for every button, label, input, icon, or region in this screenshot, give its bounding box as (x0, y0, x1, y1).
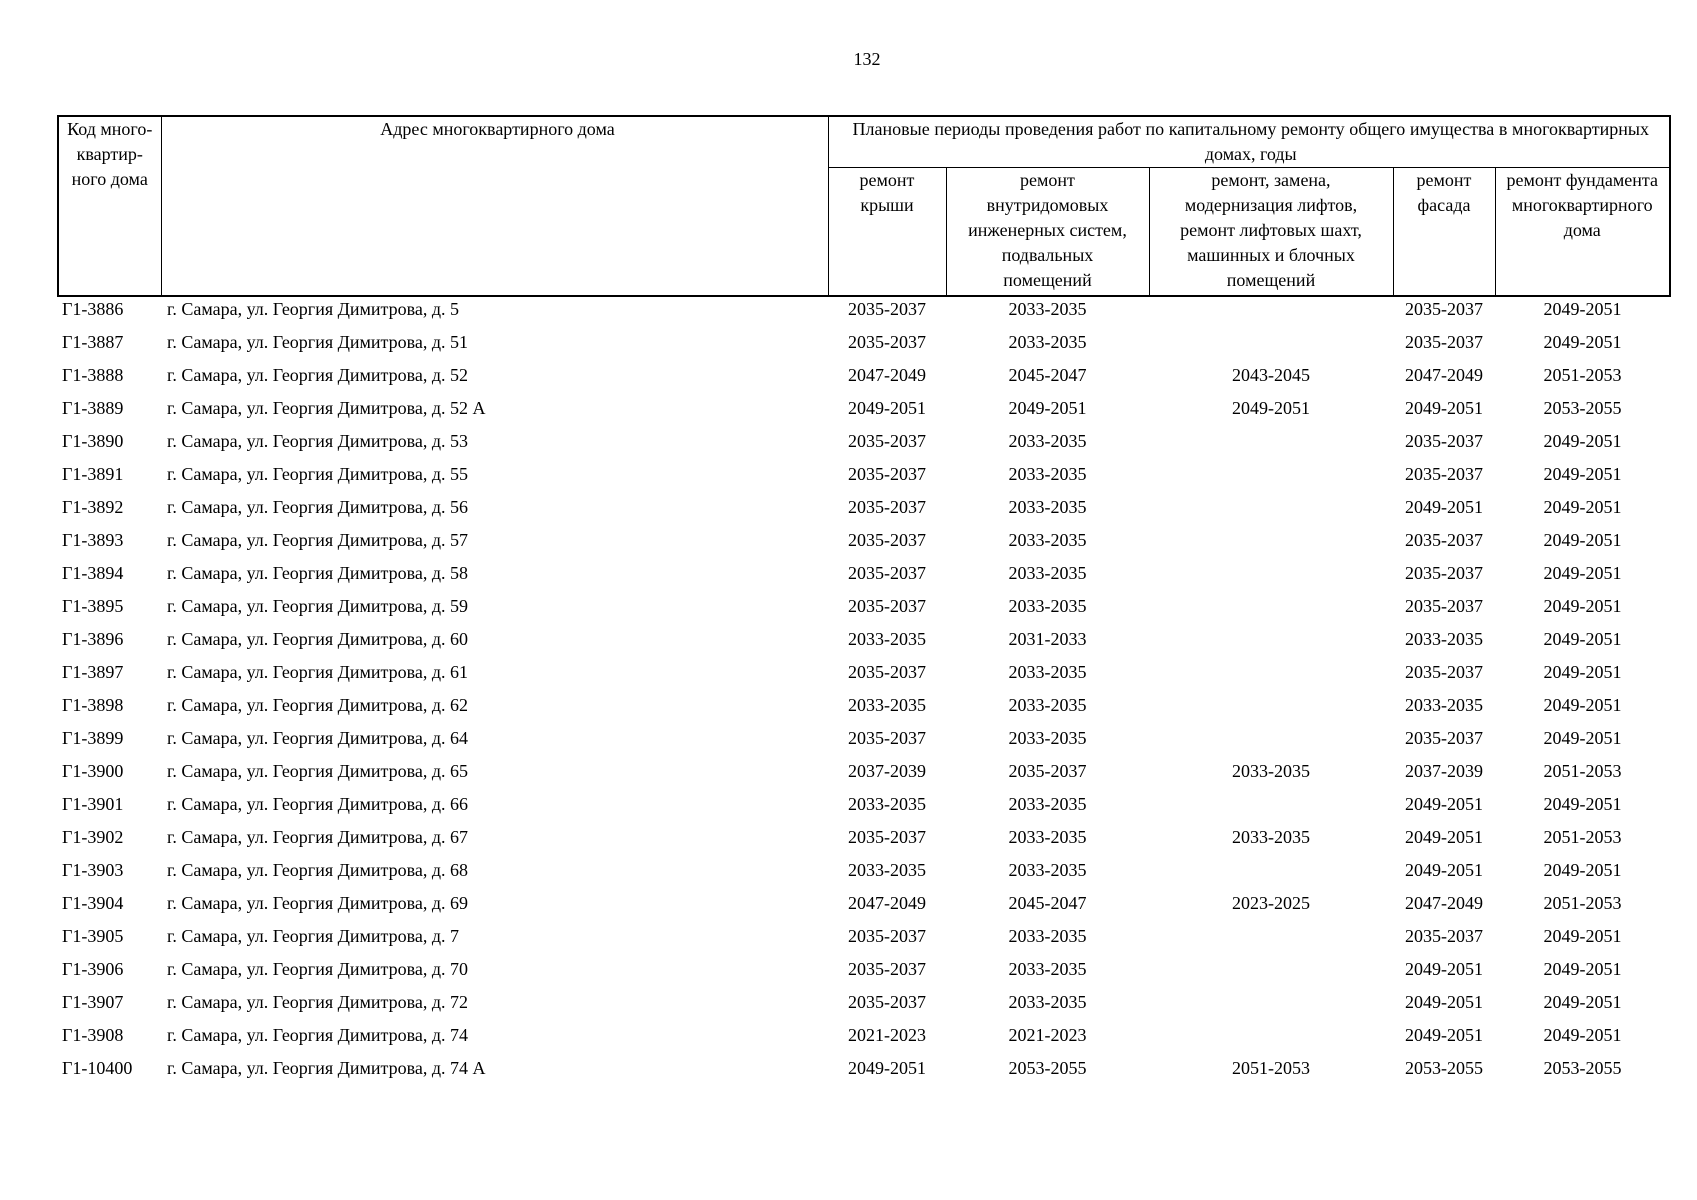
elevators-period (1149, 495, 1393, 528)
table-row (58, 528, 1670, 561)
internal-systems-period: 2033-2035 (1008, 464, 1087, 484)
house-address: г. Самара, ул. Георгия Димитрова, д. 58 (167, 563, 469, 583)
foundation-period: 2049-2051 (1543, 728, 1622, 748)
house-code: Г1-3889 (62, 398, 124, 418)
internal-systems-period: 2033-2035 (1008, 596, 1087, 616)
house-code: Г1-3891 (62, 464, 124, 484)
internal-systems-period: 2033-2035 (1008, 926, 1087, 946)
roof-period: 2033-2035 (848, 860, 926, 880)
roof-period: 2021-2023 (848, 1025, 926, 1045)
facade-period: 2035-2037 (1405, 728, 1483, 748)
elevators-period: 2023-2025 (1232, 893, 1310, 913)
foundation-period: 2049-2051 (1543, 860, 1622, 880)
house-address: г. Самара, ул. Георгия Димитрова, д. 68 (167, 860, 469, 880)
foundation-period: 2049-2051 (1543, 959, 1622, 979)
facade-period: 2049-2051 (1405, 398, 1483, 418)
elevators-period (1149, 1023, 1393, 1056)
internal-systems-period: 2033-2035 (1008, 662, 1087, 682)
internal-systems-period: 2049-2051 (1008, 398, 1087, 418)
house-code: Г1-3892 (62, 497, 124, 517)
roof-period: 2035-2037 (848, 992, 926, 1012)
roof-period: 2035-2037 (848, 728, 926, 748)
elevators-period (1149, 561, 1393, 594)
elevators-period (1149, 726, 1393, 759)
facade-period: 2047-2049 (1405, 893, 1483, 913)
table-row (58, 330, 1670, 363)
house-address: г. Самара, ул. Георгия Димитрова, д. 52 А (167, 398, 486, 418)
house-code: Г1-3899 (62, 728, 124, 748)
roof-period: 2035-2037 (848, 497, 926, 517)
facade-period: 2049-2051 (1405, 959, 1483, 979)
facade-period: 2035-2037 (1405, 332, 1483, 352)
roof-period: 2033-2035 (848, 695, 926, 715)
house-code: Г1-3902 (62, 827, 124, 847)
roof-period: 2047-2049 (848, 893, 926, 913)
house-code: Г1-3895 (62, 596, 124, 616)
table-row (58, 594, 1670, 627)
facade-period: 2033-2035 (1405, 629, 1483, 649)
foundation-period: 2049-2051 (1543, 596, 1622, 616)
table-body (58, 296, 1670, 1089)
house-code: Г1-3900 (62, 761, 124, 781)
foundation-period: 2051-2053 (1543, 893, 1622, 913)
table-row (58, 891, 1670, 924)
roof-period: 2035-2037 (848, 332, 926, 352)
house-code: Г1-3908 (62, 1025, 124, 1045)
house-address: г. Самара, ул. Георгия Димитрова, д. 69 (167, 893, 469, 913)
internal-systems-period: 2033-2035 (1008, 530, 1087, 550)
elevators-period (1149, 627, 1393, 660)
elevators-period (1149, 924, 1393, 957)
house-address: г. Самара, ул. Георгия Димитрова, д. 66 (167, 794, 469, 814)
foundation-period: 2049-2051 (1543, 299, 1622, 319)
elevators-period: 2043-2045 (1232, 365, 1310, 385)
house-code: Г1-3901 (62, 794, 124, 814)
internal-systems-period: 2033-2035 (1008, 794, 1087, 814)
facade-period: 2049-2051 (1405, 827, 1483, 847)
house-code: Г1-3888 (62, 365, 124, 385)
house-address: г. Самара, ул. Георгия Димитрова, д. 65 (167, 761, 469, 781)
foundation-period: 2049-2051 (1543, 794, 1622, 814)
roof-period: 2049-2051 (848, 1058, 926, 1078)
house-address: г. Самара, ул. Георгия Димитрова, д. 53 (167, 431, 469, 451)
internal-systems-period: 2033-2035 (1008, 728, 1087, 748)
house-address: г. Самара, ул. Георгия Димитрова, д. 60 (167, 629, 469, 649)
table-row (58, 957, 1670, 990)
house-address: г. Самара, ул. Георгия Димитрова, д. 74 А (167, 1058, 486, 1078)
internal-systems-period: 2033-2035 (1008, 860, 1087, 880)
internal-systems-period: 2033-2035 (1008, 431, 1087, 451)
facade-period: 2037-2039 (1405, 761, 1483, 781)
internal-systems-period: 2035-2037 (1008, 761, 1087, 781)
elevators-period (1149, 693, 1393, 726)
house-address: г. Самара, ул. Георгия Димитрова, д. 72 (167, 992, 469, 1012)
facade-period: 2035-2037 (1405, 926, 1483, 946)
foundation-period: 2049-2051 (1543, 332, 1622, 352)
elevators-period (1149, 792, 1393, 825)
table-row (58, 660, 1670, 693)
elevators-period (1149, 594, 1393, 627)
roof-period: 2035-2037 (848, 464, 926, 484)
col-header-planned-periods: Плановые периоды проведения работ по капитальному ремонту общего имущества в многоквартирных домах, годы (828, 116, 1670, 168)
table-row (58, 759, 1670, 792)
house-address: г. Самара, ул. Георгия Димитрова, д. 62 (167, 695, 469, 715)
table-row (58, 495, 1670, 528)
house-code: Г1-3905 (62, 926, 124, 946)
internal-systems-period: 2031-2033 (1008, 629, 1087, 649)
internal-systems-period: 2033-2035 (1008, 695, 1087, 715)
facade-period: 2035-2037 (1405, 662, 1483, 682)
elevators-period (1149, 296, 1393, 330)
elevators-period (1149, 990, 1393, 1023)
internal-systems-period: 2045-2047 (1008, 365, 1087, 385)
internal-systems-period: 2021-2023 (1008, 1025, 1087, 1045)
internal-systems-period: 2033-2035 (1008, 563, 1087, 583)
table-row (58, 396, 1670, 429)
table-row (58, 561, 1670, 594)
elevators-period (1149, 660, 1393, 693)
facade-period: 2049-2051 (1405, 860, 1483, 880)
foundation-period: 2049-2051 (1543, 530, 1622, 550)
house-address: г. Самара, ул. Георгия Димитрова, д. 64 (167, 728, 469, 748)
house-address: г. Самара, ул. Георгия Димитрова, д. 5 (167, 299, 460, 319)
house-address: г. Самара, ул. Георгия Димитрова, д. 70 (167, 959, 469, 979)
roof-period: 2035-2037 (848, 299, 926, 319)
elevators-period (1149, 957, 1393, 990)
foundation-period: 2049-2051 (1543, 563, 1622, 583)
roof-period: 2035-2037 (848, 827, 926, 847)
facade-period: 2049-2051 (1405, 497, 1483, 517)
col-header-foundation: ремонт фундамента многоквартирного дома (1495, 168, 1670, 297)
elevators-period: 2049-2051 (1232, 398, 1310, 418)
house-code: Г1-3893 (62, 530, 124, 550)
roof-period: 2049-2051 (848, 398, 926, 418)
table-row (58, 693, 1670, 726)
foundation-period: 2049-2051 (1543, 695, 1622, 715)
foundation-period: 2053-2055 (1543, 1058, 1622, 1078)
foundation-period: 2049-2051 (1543, 497, 1622, 517)
elevators-period (1149, 528, 1393, 561)
facade-period: 2049-2051 (1405, 1025, 1483, 1045)
house-code: Г1-3897 (62, 662, 124, 682)
internal-systems-period: 2033-2035 (1008, 332, 1087, 352)
elevators-period (1149, 330, 1393, 363)
house-code: Г1-3907 (62, 992, 124, 1012)
internal-systems-period: 2033-2035 (1008, 959, 1087, 979)
col-header-facade: ремонт фасада (1393, 168, 1495, 297)
roof-period: 2033-2035 (848, 794, 926, 814)
facade-period: 2035-2037 (1405, 431, 1483, 451)
table-header (58, 116, 1670, 296)
roof-period: 2037-2039 (848, 761, 926, 781)
elevators-period (1149, 858, 1393, 891)
facade-period: 2047-2049 (1405, 365, 1483, 385)
elevators-period: 2033-2035 (1232, 827, 1310, 847)
table-row (58, 363, 1670, 396)
col-header-address: Адрес многоквартирного дома (161, 116, 828, 296)
house-address: г. Самара, ул. Георгия Димитрова, д. 51 (167, 332, 469, 352)
foundation-period: 2051-2053 (1543, 761, 1622, 781)
foundation-period: 2051-2053 (1543, 827, 1622, 847)
roof-period: 2035-2037 (848, 563, 926, 583)
table-row (58, 1023, 1670, 1056)
col-header-internal-systems: ремонт внутридомовых инженерных систем, подвальных помещений (946, 168, 1149, 297)
facade-period: 2035-2037 (1405, 563, 1483, 583)
table-row (58, 792, 1670, 825)
roof-period: 2033-2035 (848, 629, 926, 649)
house-address: г. Самара, ул. Георгия Димитрова, д. 61 (167, 662, 469, 682)
table-row (58, 627, 1670, 660)
elevators-period: 2033-2035 (1232, 761, 1310, 781)
col-header-elevators: ремонт, замена, модернизация лифтов, ремонт лифтовых шахт, машинных и блочных помещений (1149, 168, 1393, 297)
table-row (58, 858, 1670, 891)
col-header-roof: ремонт крыши (828, 168, 946, 297)
house-address: г. Самара, ул. Георгия Димитрова, д. 67 (167, 827, 469, 847)
facade-period: 2049-2051 (1405, 992, 1483, 1012)
roof-period: 2035-2037 (848, 662, 926, 682)
col-header-code: Код много- квартир- ного дома (58, 116, 161, 296)
table-row (58, 462, 1670, 495)
facade-period: 2035-2037 (1405, 530, 1483, 550)
house-code: Г1-3890 (62, 431, 124, 451)
internal-systems-period: 2045-2047 (1008, 893, 1087, 913)
house-address: г. Самара, ул. Георгия Димитрова, д. 74 (167, 1025, 469, 1045)
house-code: Г1-10400 (62, 1058, 133, 1078)
roof-period: 2035-2037 (848, 596, 926, 616)
house-address: г. Самара, ул. Георгия Димитрова, д. 7 (167, 926, 460, 946)
page-number: 132 (853, 49, 881, 69)
roof-period: 2035-2037 (848, 959, 926, 979)
table-row (58, 990, 1670, 1023)
foundation-period: 2049-2051 (1543, 662, 1622, 682)
house-code: Г1-3903 (62, 860, 124, 880)
house-code: Г1-3896 (62, 629, 124, 649)
house-address: г. Самара, ул. Георгия Димитрова, д. 52 (167, 365, 469, 385)
house-address: г. Самара, ул. Георгия Димитрова, д. 59 (167, 596, 469, 616)
table-row (58, 296, 1670, 330)
foundation-period: 2053-2055 (1543, 398, 1622, 418)
elevators-period: 2051-2053 (1232, 1058, 1310, 1078)
foundation-period: 2049-2051 (1543, 1025, 1622, 1045)
facade-period: 2035-2037 (1405, 299, 1483, 319)
table-row (58, 726, 1670, 759)
house-code: Г1-3898 (62, 695, 124, 715)
house-code: Г1-3906 (62, 959, 124, 979)
house-address: г. Самара, ул. Георгия Димитрова, д. 55 (167, 464, 469, 484)
table-row (58, 429, 1670, 462)
facade-period: 2033-2035 (1405, 695, 1483, 715)
foundation-period: 2049-2051 (1543, 629, 1622, 649)
facade-period: 2035-2037 (1405, 464, 1483, 484)
roof-period: 2035-2037 (848, 926, 926, 946)
house-address: г. Самара, ул. Георгия Димитрова, д. 57 (167, 530, 469, 550)
table-row (58, 825, 1670, 858)
roof-period: 2035-2037 (848, 530, 926, 550)
house-code: Г1-3886 (62, 299, 124, 319)
internal-systems-period: 2053-2055 (1008, 1058, 1087, 1078)
house-code: Г1-3894 (62, 563, 124, 583)
facade-period: 2053-2055 (1405, 1058, 1483, 1078)
internal-systems-period: 2033-2035 (1008, 299, 1087, 319)
facade-period: 2049-2051 (1405, 794, 1483, 814)
table-row (58, 924, 1670, 957)
internal-systems-period: 2033-2035 (1008, 497, 1087, 517)
house-code: Г1-3887 (62, 332, 124, 352)
elevators-period (1149, 462, 1393, 495)
foundation-period: 2049-2051 (1543, 431, 1622, 451)
internal-systems-period: 2033-2035 (1008, 992, 1087, 1012)
table-row (58, 1056, 1670, 1089)
repair-schedule-table (57, 115, 1671, 1089)
foundation-period: 2049-2051 (1543, 464, 1622, 484)
foundation-period: 2049-2051 (1543, 926, 1622, 946)
house-address: г. Самара, ул. Георгия Димитрова, д. 56 (167, 497, 469, 517)
elevators-period (1149, 429, 1393, 462)
foundation-period: 2049-2051 (1543, 992, 1622, 1012)
facade-period: 2035-2037 (1405, 596, 1483, 616)
foundation-period: 2051-2053 (1543, 365, 1622, 385)
internal-systems-period: 2033-2035 (1008, 827, 1087, 847)
roof-period: 2047-2049 (848, 365, 926, 385)
roof-period: 2035-2037 (848, 431, 926, 451)
house-code: Г1-3904 (62, 893, 124, 913)
